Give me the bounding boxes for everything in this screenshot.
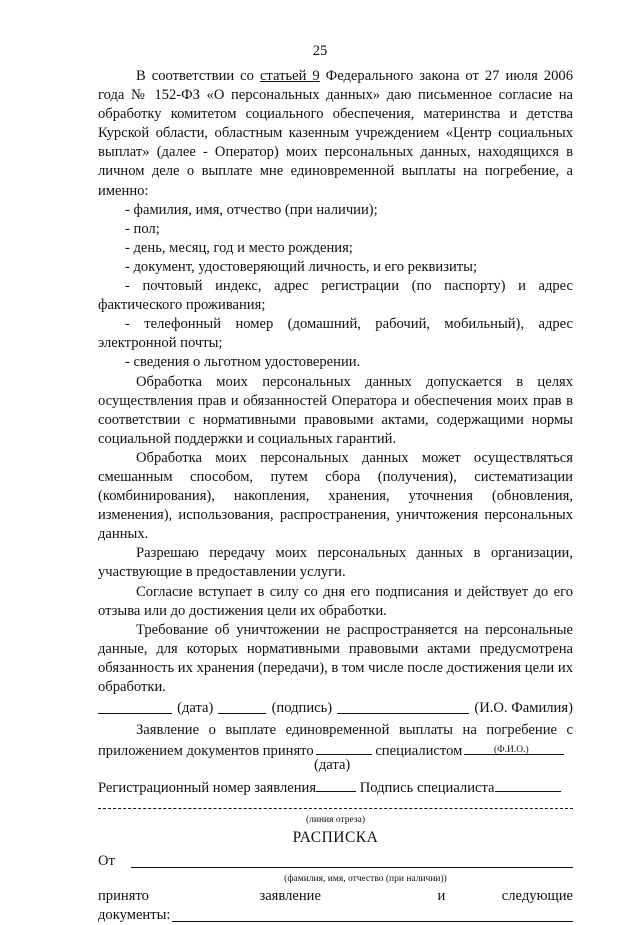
receipt-from-hint: (фамилия, имя, отчество (при наличии))	[284, 873, 447, 884]
acceptance-text-content: Заявление о выплате единовременной выплаты на погребение с приложением документов принято	[98, 722, 573, 760]
page-number: 25	[312, 43, 328, 59]
fio-hint: (Ф.И.О.)	[494, 745, 529, 756]
receipt-docs-label: документы:	[98, 906, 171, 923]
signature-field[interactable]	[337, 699, 469, 714]
specialist-label: специалистом	[375, 743, 463, 760]
consent-item-1: - фамилия, имя, отчество (при наличии);	[125, 201, 378, 218]
consent-paragraph-1	[98, 67, 573, 201]
consent-p1-pre: В соответствии со	[136, 68, 260, 84]
receipt-title: РАСПИСКА	[292, 829, 379, 847]
consent-item-6: - телефонный номер (домашний, рабочий, мобильный), адрес электронной почты;	[98, 316, 573, 352]
consent-item-5: - почтовый индекс, адрес регистрации (по паспорту) и адрес фактического проживания;	[98, 278, 573, 314]
cut-line	[98, 802, 573, 809]
signature-row	[98, 699, 573, 718]
registration-number-field[interactable]	[316, 777, 356, 792]
law-article-link[interactable]: статьей 9	[259, 68, 320, 84]
consent-paragraph-3: Обработка моих персональных данных может осуществляться смешанным способом, путем сбора (получения), систематизации (комбинирования), накопления, хранения, уточнения (обновления, изменения), использования, распространения, уничтожения персональных данных.	[98, 449, 573, 543]
receipt-word-and: и	[437, 887, 446, 904]
registration-number-label: Регистрационный номер заявления	[98, 780, 317, 797]
consent-paragraph-5: Согласие вступает в силу со дня его подписания и действует до его отзыва или до достижения цели их обработки.	[98, 583, 573, 619]
signature-date-line[interactable]	[218, 699, 266, 714]
specialist-signature-label: Подпись специалиста	[359, 780, 495, 797]
receipt-word-application: заявление	[259, 887, 321, 904]
receipt-docs-row	[98, 906, 573, 925]
consent-item-2: - пол;	[125, 220, 160, 237]
receipt-word-accepted: принято	[98, 887, 149, 904]
signature-label: (подпись)	[271, 700, 333, 717]
receipt-from-label: От	[98, 852, 115, 869]
registration-row	[98, 777, 573, 798]
date-label: (дата)	[177, 700, 214, 717]
consent-body	[98, 67, 573, 925]
name-label: (И.О. Фамилия)	[474, 700, 573, 717]
consent-p1-post: Федерального закона от 27 июля 2006 года № 152-ФЗ «О персональных данных» даю письменное согласие на обработку комитетом социального обеспечения, материнства и детства Курской области, областным казенным учреждением «Центр социальных выплат» (далее - Оператор) моих персональных данных, находящихся в личном деле о выплате мне единовременной выплаты на погребение, а именно:	[98, 68, 573, 199]
date-field[interactable]	[98, 699, 172, 714]
consent-item-4: - документ, удостоверяющий личность, и его реквизиты;	[125, 258, 478, 275]
acceptance-date-field[interactable]	[316, 740, 372, 755]
receipt-docs-field[interactable]	[172, 906, 573, 922]
receipt-words-row	[98, 887, 573, 906]
acceptance-date-hint: (дата)	[314, 757, 351, 774]
receipt-from-row	[98, 852, 573, 871]
consent-item-3: - день, месяц, год и место рождения;	[125, 239, 353, 256]
receipt-from-field[interactable]	[131, 852, 573, 868]
consent-item-7: - сведения о льготном удостоверении.	[125, 354, 361, 371]
consent-paragraph-6: Требование об уничтожении не распространяется на персональные данные, для которых нормативными правовыми актами предусмотрена обязанность их хранения (передачи), в том числе после достижения цели их обработки.	[98, 621, 573, 695]
specialist-signature-field[interactable]	[495, 777, 561, 792]
consent-paragraph-2: Обработка моих персональных данных допускается в целях осуществления прав и обязанностей Оператора и обеспечения моих прав в соответствии с нормативными правовыми актами, содержащими нормы социальной поддержки и социальных гарантий.	[98, 373, 573, 447]
consent-paragraph-4: Разрешаю передачу моих персональных данных в организации, участвующие в предоставлении услуги.	[98, 545, 573, 581]
cut-line-label: (линия отреза)	[305, 815, 365, 826]
receipt-word-following: следующие	[501, 887, 573, 904]
